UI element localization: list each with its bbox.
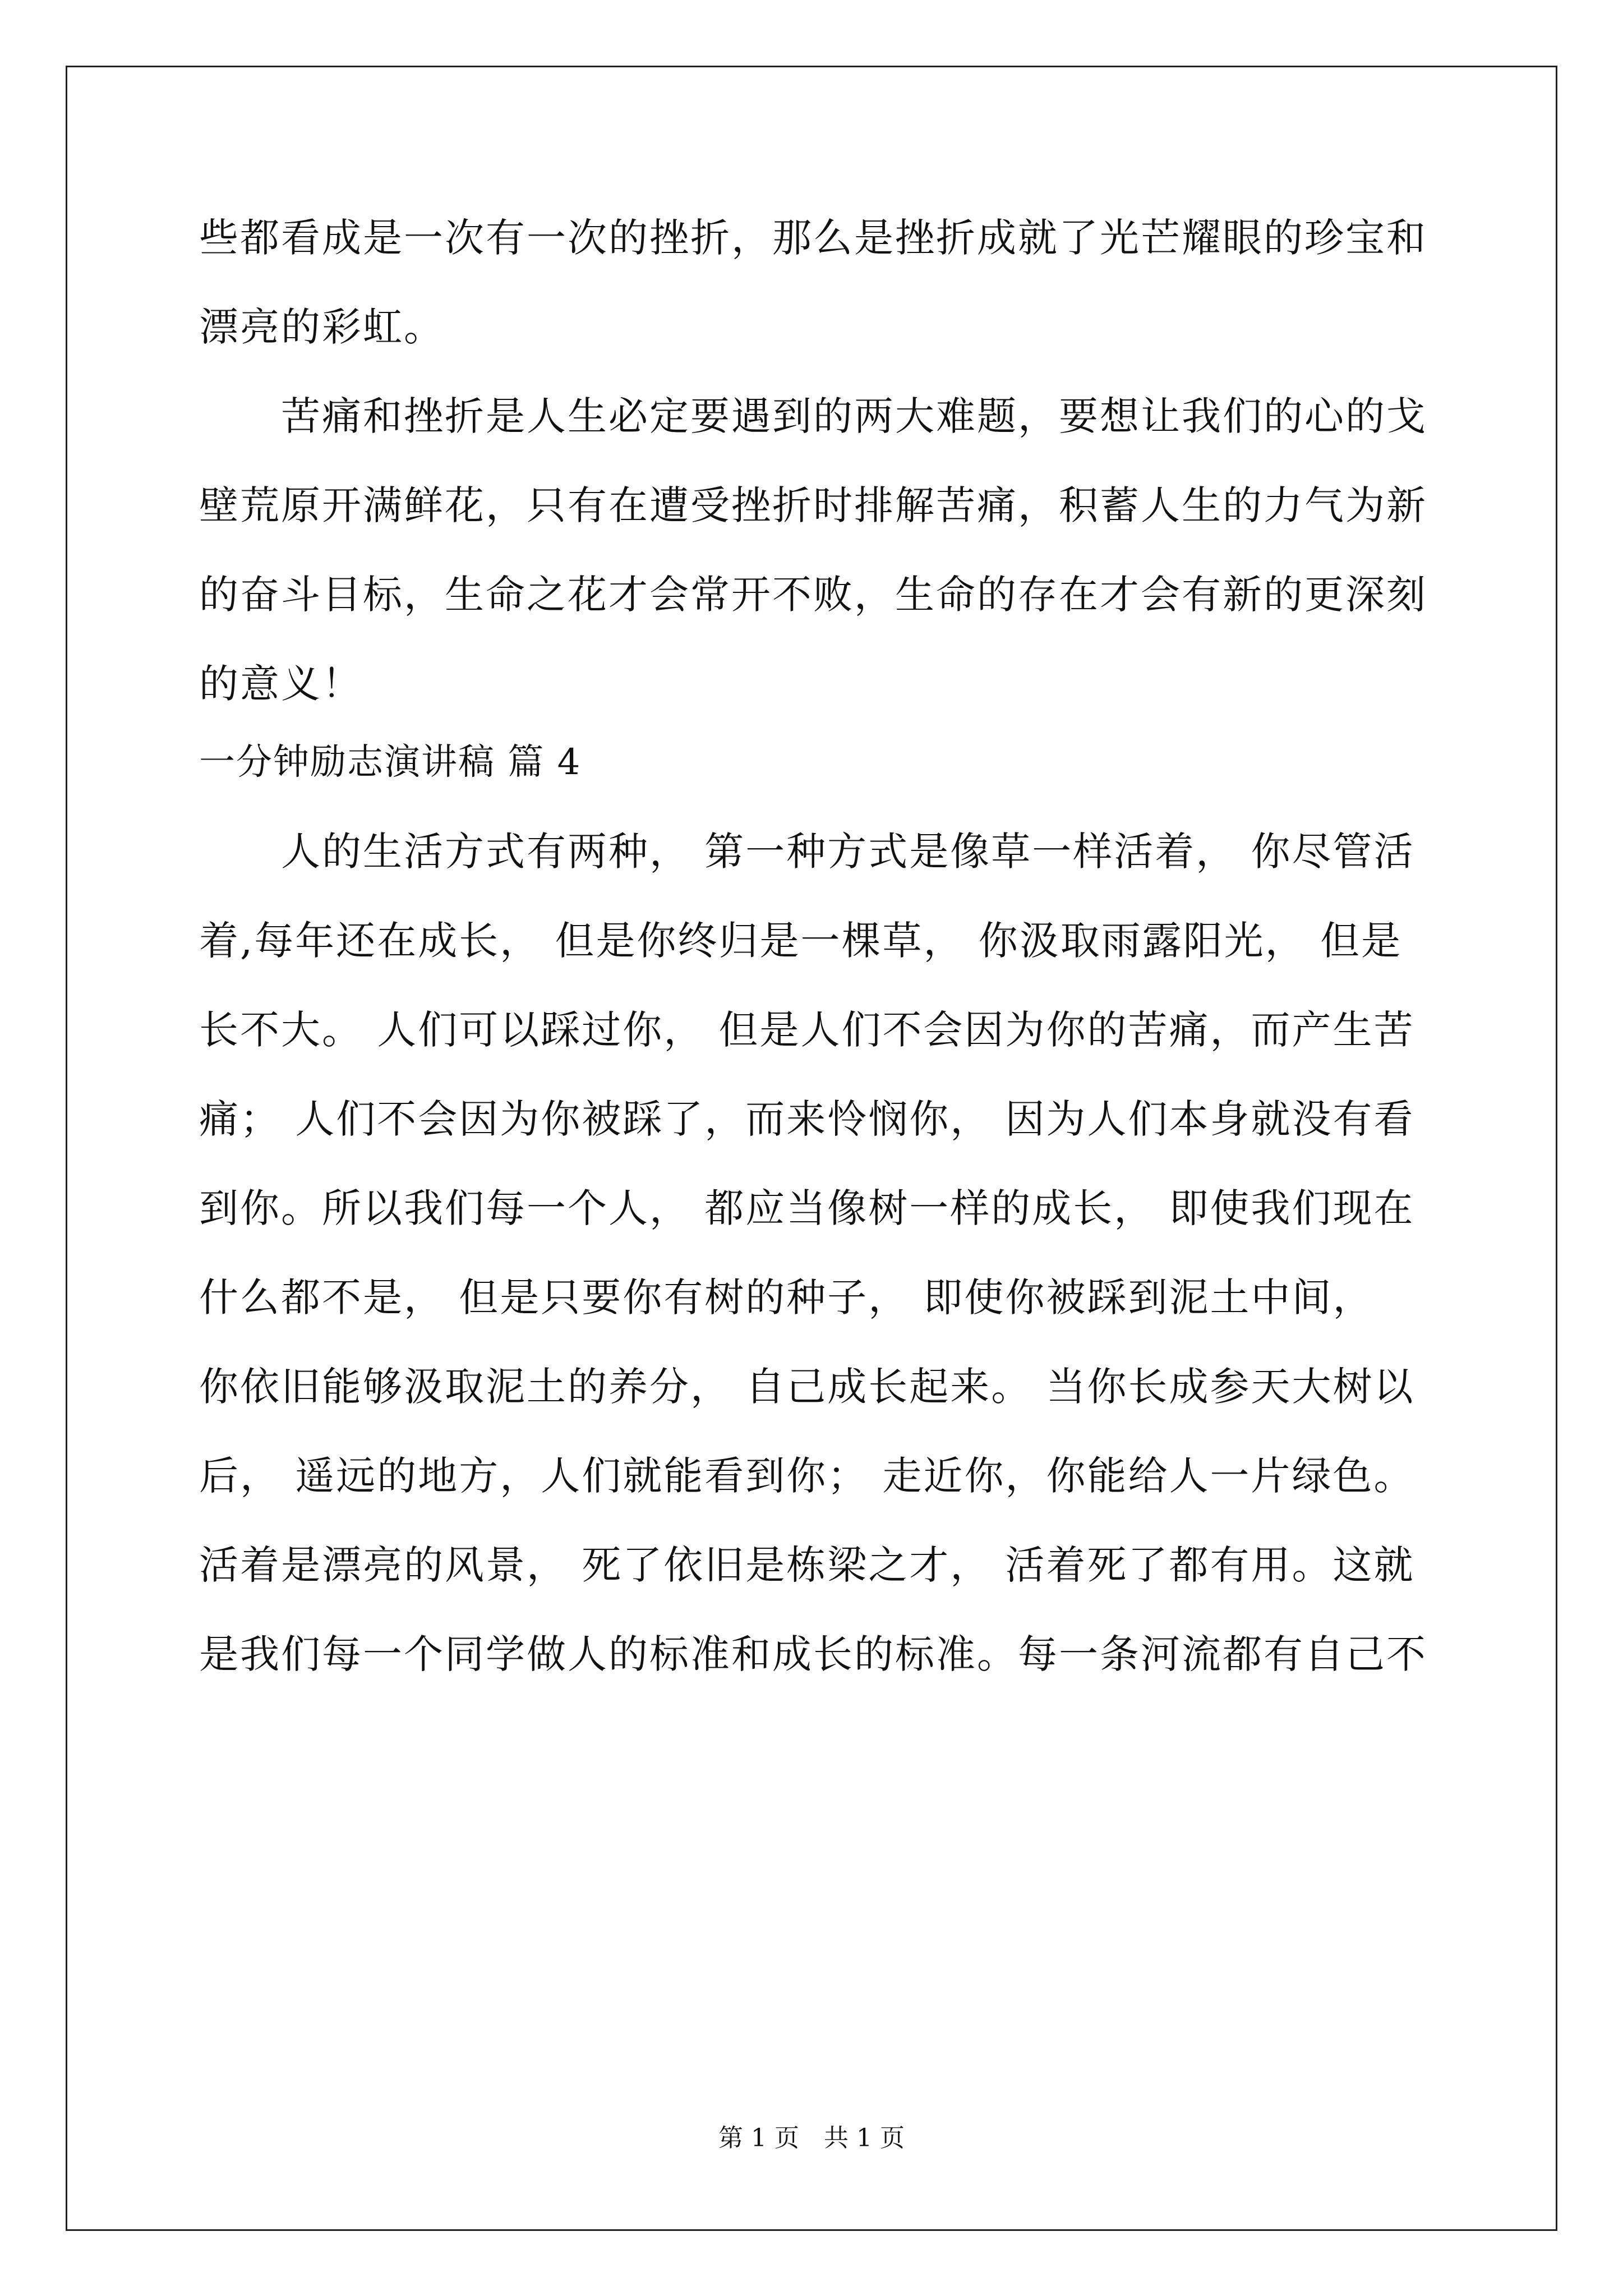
text-line: 痛； 人们不会因为你被踩了，而来怜悯你， 因为人们本身就没有看: [199, 1096, 1415, 1142]
text-line: 些都看成是一次有一次的挫折，那么是挫折成就了光芒耀眼的珍宝和: [199, 215, 1427, 261]
text-line: 是我们每一个同学做人的标准和成长的标准。每一条河流都有自己不: [199, 1631, 1427, 1677]
text-line: 后， 遥远的地方，人们就能看到你； 走近你，你能给人一片绿色。: [199, 1453, 1415, 1499]
document-body: [199, 211, 1427, 1681]
text-line: 漂亮的彩虹。: [199, 304, 445, 350]
text-line: 着,每年还在成长， 但是你终归是一棵草， 你汲取雨露阳光， 但是: [199, 918, 1403, 964]
text-line: 壁荒原开满鲜花，只有在遭受挫折时排解苦痛，积蓄人生的力气为新: [199, 482, 1427, 528]
text-line: 长不大。 人们可以踩过你， 但是人们不会因为你的苦痛，而产生苦: [199, 1007, 1415, 1053]
text-line: 到你。所以我们每一个人， 都应当像树一样的成长， 即使我们现在: [199, 1185, 1415, 1231]
text-line: 的奋斗目标，生命之花才会常开不败，生命的存在才会有新的更深刻: [199, 572, 1427, 618]
text-line: 人的生活方式有两种， 第一种方式是像草一样活着， 你尽管活: [199, 829, 1415, 875]
text-line: 活着是漂亮的风景， 死了依旧是栋梁之才， 活着死了都有用。这就: [199, 1542, 1415, 1588]
section-heading: 一分钟励志演讲稿 篇 4: [199, 742, 582, 783]
text-line: 苦痛和挫折是人生必定要遇到的两大难题，要想让我们的心的戈: [199, 393, 1427, 439]
text-line: 什么都不是， 但是只要你有树的种子， 即使你被踩到泥土中间，: [199, 1274, 1374, 1320]
text-line: 你依旧能够汲取泥土的养分， 自己成长起来。 当你长成参天大树以: [199, 1364, 1415, 1410]
page-footer: 第 1 页 共 1 页: [718, 2124, 905, 2152]
text-line: 的意义！: [199, 661, 363, 707]
